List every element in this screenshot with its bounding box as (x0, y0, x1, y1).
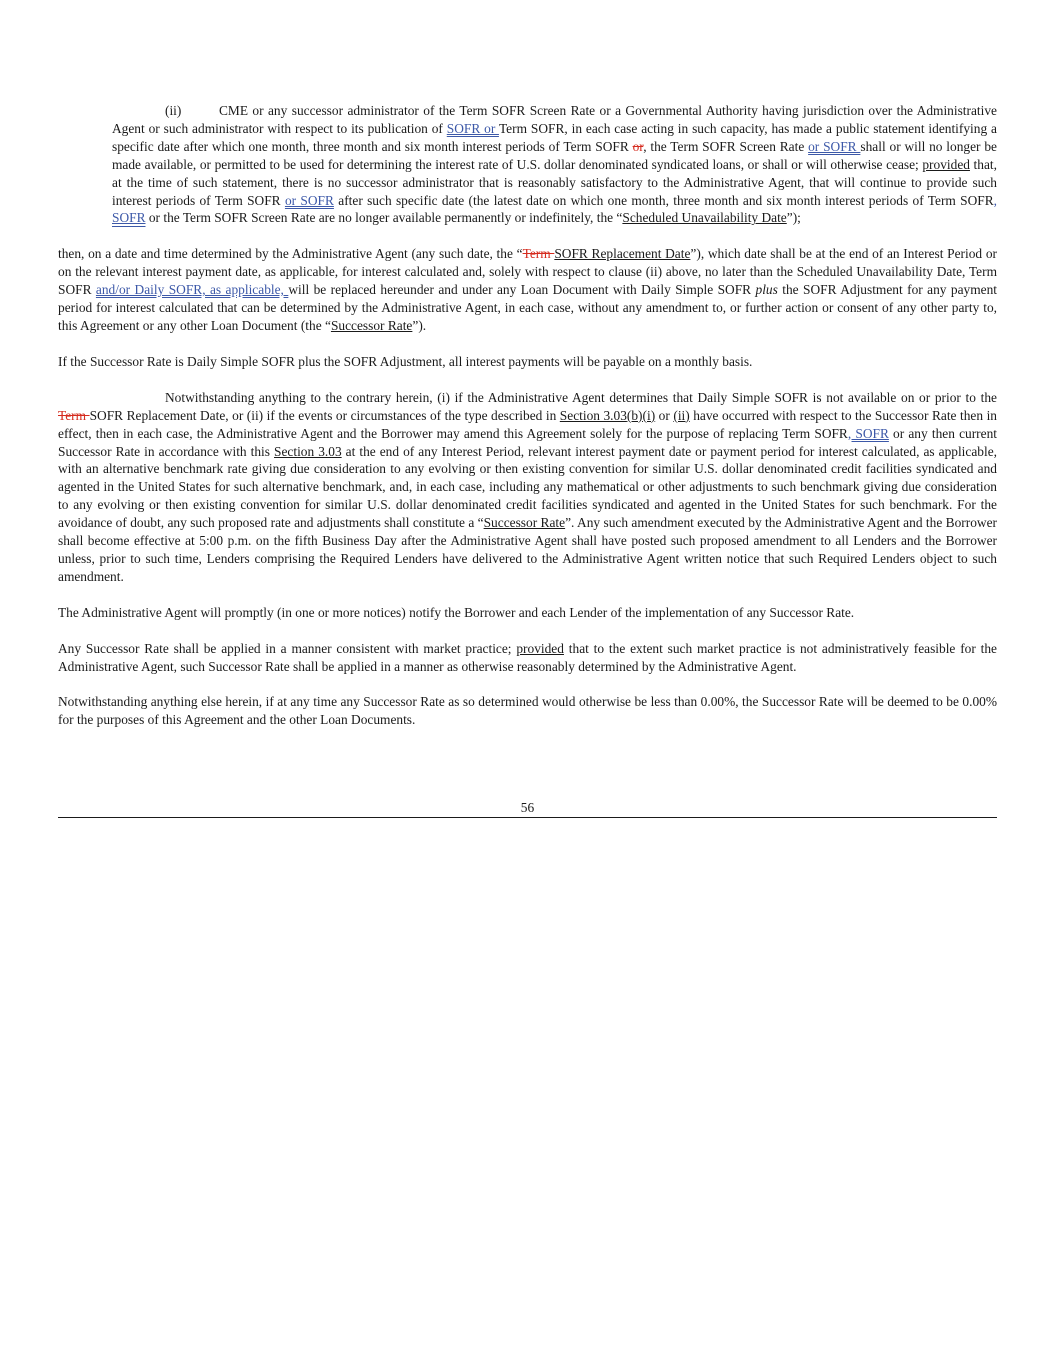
document-page (58, 0, 997, 815)
defined-term: Successor Rate (483, 515, 566, 531)
text-run: or the Term SOFR Screen Rate are no longer available permanently or indefinitely, the “ (145, 210, 623, 226)
text-run: Any Successor Rate shall be applied in a manner consistent with market practice; (58, 640, 517, 656)
defined-term: Successor Rate (330, 317, 413, 333)
insertion-markup: and/or Daily SOFR, as applicable, (95, 282, 289, 298)
text-run: or (655, 407, 674, 423)
insertion-markup: or SOFR (284, 192, 334, 208)
defined-term: provided (922, 156, 970, 172)
page-number: 56 (520, 800, 535, 815)
text-run: CME or any successor administrator of the Term SOFR Screen Rate or a Governmental Authority having jurisdiction over the Administrative Agent or such administrator with respect to its publication of (112, 103, 997, 136)
text-run: the SOFR Adjustment for any payment period for interest calculated that can be determined by the Administrative Agent, in each case, without any amendment to, or further action or consent of any other party to, this Agreement or any other Loan Document (the “ (58, 282, 997, 333)
text-run: then, on a date and time determined by the Administrative Agent (any such date, the “ (58, 246, 523, 262)
text-run: or any then current Successor Rate in accordance with this (58, 425, 997, 459)
text-run: SOFR Replacement Date, or (ii) if the events or circumstances of the type described in (89, 407, 560, 423)
text-run: ”); (786, 210, 801, 226)
clause-number: (ii) (165, 103, 182, 118)
paragraph-notwithstanding (58, 389, 997, 586)
text-run: after such specific date (the latest date on which one month, three month and six month interest periods of Term SOFR (333, 192, 994, 208)
insertion-markup: or SOFR (808, 138, 861, 154)
text-run: have occurred with respect to the Successor Rate then in effect, then in each case, the Administrative Agent and the Borrower may amend this Agreement solely for the purpose of replacing Term SOFR (58, 407, 997, 441)
defined-term: Scheduled Unavailability Date (622, 210, 787, 226)
insertion-markup: , SOFR (847, 425, 889, 441)
text-run: shall or will no longer be made available, or permitted to be used for determining the interest rate of U.S. dollar denominated syndicated loans, or shall or will otherwise cease; (112, 138, 997, 172)
text-run: ”). (412, 317, 427, 333)
text-run: at the end of any Interest Period, relevant interest payment date or payment period for interest calculated, as applicable, with an alternative benchmark rate giving due consideration to any evolving or then existing convention for similar U.S. dollar denominated credit facilities syndicated and agented in the United States for such alternative benchmark, and, in each case, including any mathematical or other adjustments to such benchmark giving due consideration to any evolving or then existing convention for similar U.S. dollar denominated credit facilities syndicated and agented in the United States for such benchmark. For the avoidance of doubt, any such proposed rate and adjustments shall constitute a “ (58, 443, 997, 531)
section-reference: (ii) (673, 407, 690, 423)
deletion-markup: Term (58, 407, 90, 423)
clause-ii (112, 102, 997, 227)
insertion-markup: SOFR or (446, 120, 499, 136)
deletion-markup: Term (522, 246, 555, 262)
section-reference: (i) (642, 407, 656, 423)
paragraph-market-practice (58, 640, 997, 676)
text-run: ”), which date shall be at the end of an Interest Period or on the relevant interest payment date, as applicable, for interest calculated and, solely with respect to clause (ii) above, no later than the Scheduled Unavailability Date, Term SOFR (58, 246, 997, 298)
text-run: will be replaced hereunder and under any Loan Document with Daily Simple SOFR (288, 282, 756, 298)
paragraph-notify: The Administrative Agent will promptly (in one or more notices) notify the Borrower and each Lender of the implementation of any Successor Rate. (58, 604, 855, 620)
text-run: ”. Any such amendment executed by the Administrative Agent and the Borrower shall become effective at 5:00 p.m. on the fifth Business Day after the Administrative Agent shall have posted such proposed amendment to all Lenders and the Borrower unless, prior to such time, Lenders comprising the Required Lenders have delivered to the Administrative Agent written notice that such Required Lenders object to such amendment. (58, 515, 997, 584)
section-reference: Section 3.03 (274, 443, 342, 459)
defined-term: SOFR Replacement Date (554, 246, 691, 262)
paragraph-then (58, 245, 997, 335)
italic-term: plus (755, 282, 778, 298)
section-reference: Section 3.03 (559, 407, 627, 423)
paragraph-floor: Notwithstanding anything else herein, if at any time any Successor Rate as so determined would otherwise be less than 0.00%, the Successor Rate will be deemed to be 0.00% for the purposes of this Agreement and the other Loan Documents. (58, 694, 997, 728)
text-run: , the Term SOFR Screen Rate (643, 138, 809, 154)
insertion-markup: , SOFR (112, 192, 997, 226)
text-run: that to the extent such market practice is not administratively feasible for the Administrative Agent, such Successor Rate shall be applied in a manner as otherwise reasonably determined by the Administrative Agent. (58, 640, 997, 674)
defined-term: provided (516, 640, 564, 656)
footer-divider (58, 817, 997, 818)
text-run: that, at the time of such statement, there is no successor administrator that is reasonably satisfactory to the Administrative Agent, that will continue to provide such interest periods of Term SOFR (112, 156, 997, 208)
text-run: Notwithstanding anything to the contrary herein, (i) if the Administrative Agent determines that Daily Simple SOFR is not available on or prior to the (165, 389, 997, 405)
section-reference: (b) (626, 407, 643, 423)
text-run: Term SOFR, in each case acting in such capacity, has made a public statement identifying a specific date after which one month, three month and six month interest periods of Term SOFR (112, 120, 997, 154)
paragraph-monthly: If the Successor Rate is Daily Simple SOFR plus the SOFR Adjustment, all interest payments will be payable on a monthly basis. (58, 353, 753, 369)
deletion-markup: or (632, 138, 644, 154)
